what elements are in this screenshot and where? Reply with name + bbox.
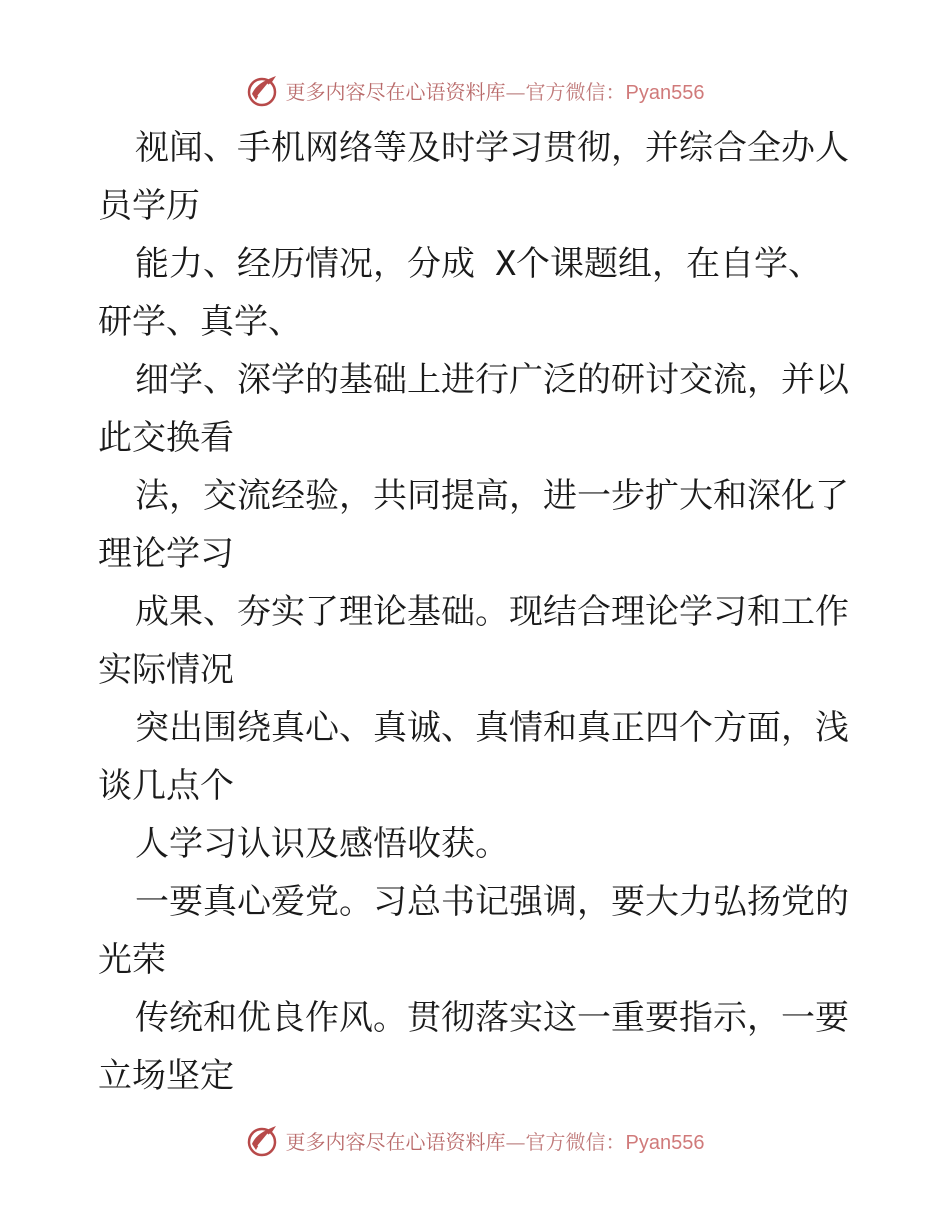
text-line: 光荣 [98,940,166,980]
footer-banner-text [286,1126,705,1155]
text-line: 成果、夯实了理论基础。现结合理论学习和工作 [135,592,849,632]
footer-wechat-label: 官方微信： [525,1129,626,1154]
footer-wechat-id: Pyan556 [625,1131,705,1154]
header-wechat-id: Pyan556 [625,81,705,104]
text-line: 理论学习 [98,534,234,574]
text-line: 此交换看 [98,418,234,458]
text-line: 法，交流经验，共同提高，进一步扩大和深化了 [135,476,849,516]
pen-logo-icon [246,72,282,108]
footer-site-name: 更多内容尽在心语资料库 [285,1129,506,1154]
text-line: 谈几点个 [98,766,234,806]
text-line: 突出围绕真心、真诚、真情和真正四个方面，浅 [135,708,849,748]
text-line: 细学、深学的基础上进行广泛的研讨交流，并以 [135,360,849,400]
pen-logo-icon [246,1122,282,1158]
footer-banner [0,1120,950,1160]
text-line: 实际情况 [98,650,234,690]
text-line: 传统和优良作风。贯彻落实这一重要指示，一要 [135,998,849,1038]
header-wechat-label: 官方微信： [525,79,626,104]
text-line: 人学习认识及感悟收获。 [135,824,509,864]
text-line: 员学历 [98,186,200,226]
header-banner-text [286,76,705,105]
header-banner [0,70,950,110]
text-line: 能力、经历情况，分成 X个课题组，在自学、 [135,244,822,284]
text-line: 一要真心爱党。习总书记强调，要大力弘扬党的 [135,882,849,922]
text-line: 立场坚定 [98,1056,234,1096]
text-line: 视闻、手机网络等及时学习贯彻，并综合全办人 [135,128,849,168]
text-line: 研学、真学、 [98,302,302,342]
footer-dash: — [505,1129,526,1154]
header-dash: — [505,79,526,104]
header-site-name: 更多内容尽在心语资料库 [285,79,506,104]
